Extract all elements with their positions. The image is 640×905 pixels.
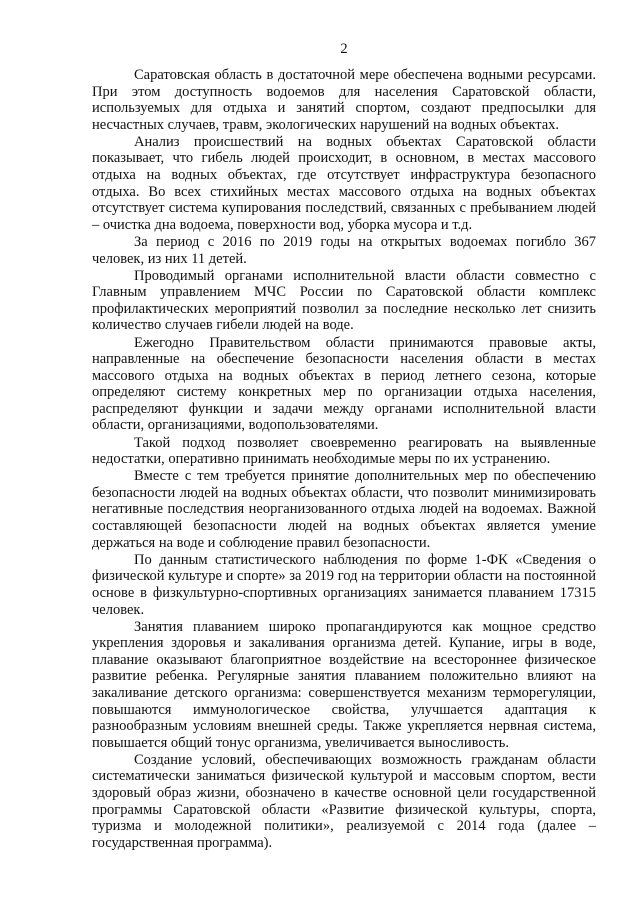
paragraph-8: По данным статистического наблюдения по форме 1-ФК «Сведения о физической культуре и спорте» за 2019 год на территории области на постоянной основе в физкультурно-спортивных организациях занимается плаванием 17315 человек.: [92, 551, 596, 618]
paragraph-1: Саратовская область в достаточной мере обеспечена водными ресурсами. При этом доступность водоемов для населения Саратовской области, используемых для отдыха и занятий спортом, создают предпосылки для несчастных случаев, травм, экологических нарушений на водных объектах.: [92, 67, 596, 133]
paragraph-4: Проводимый органами исполнительной власти области совместно с Главным управлением МЧС России по Саратовской области комплекс профилактических мероприятий позволил за последние несколько лет снизить количество случаев гибели людей на воде.: [92, 267, 596, 334]
page-number: 2: [340, 41, 348, 57]
paragraph-7: Вместе с тем требуется принятие дополнительных мер по обеспечению безопасности людей на водных объектах области, что позволит минимизировать негативные последствия неорганизованного отдыха людей на водоемах. Важной составляющей безопасности людей на водных объектах является умение держаться на воде и соблюдение правил безопасности.: [92, 468, 596, 551]
paragraph-9: Занятия плаванием широко пропагандируются как мощное средство укрепления здоровья и закаливания организма детей. Купание, игры в воде, плавание оказывают благоприятное воздействие на всестороннее физическое развитие ребенка. Регулярные занятия плаванием положительно влияют на закаливание детского организма: совершенствуется механизм терморегуляции, повышаются иммунологическое свойства, улучшается адаптация к разнообразным условиям внешней среды. Также укрепляется нервная система, повышается общий тонус организма, увеличивается выносливость.: [92, 618, 596, 751]
paragraph-10: Создание условий, обеспечивающих возможность гражданам области систематически заниматься физической культурой и массовым спортом, вести здоровый образ жизни, обозначено в качестве основной цели государственной программы Саратовской области «Развитие физической культуры, спорта, туризма и молодежной политики», реализуемой с 2014 года (далее – государственная программа).: [92, 751, 596, 851]
paragraph-2: Анализ происшествий на водных объектах Саратовской области показывает, что гибель людей происходит, в основном, в местах массового отдыха на водных объектах, где отсутствует инфраструктура безопасного отдыха. Во всех стихийных местах массового отдыха на водных объектах отсутствует система купирования последствий, связанных с пребыванием людей – очистка дна водоема, поверхности вод, уборка мусора и т.д.: [92, 133, 596, 233]
paragraph-3: За период с 2016 по 2019 годы на открытых водоемах погибло 367 человек, из них 11 детей.: [92, 233, 596, 267]
paragraph-6: Такой подход позволяет своевременно реагировать на выявленные недостатки, оперативно принимать необходимые меры по их устранению.: [92, 434, 596, 468]
paragraph-5: Ежегодно Правительством области принимаются правовые акты, направленные на обеспечение безопасности населения области в местах массового отдыха на водных объектах в период летнего сезона, которые определяют систему конкретных мер по организации отдыха населения, распределяют функции и задачи между органами исполнительной власти области, организациями, водопользователями.: [92, 334, 596, 434]
